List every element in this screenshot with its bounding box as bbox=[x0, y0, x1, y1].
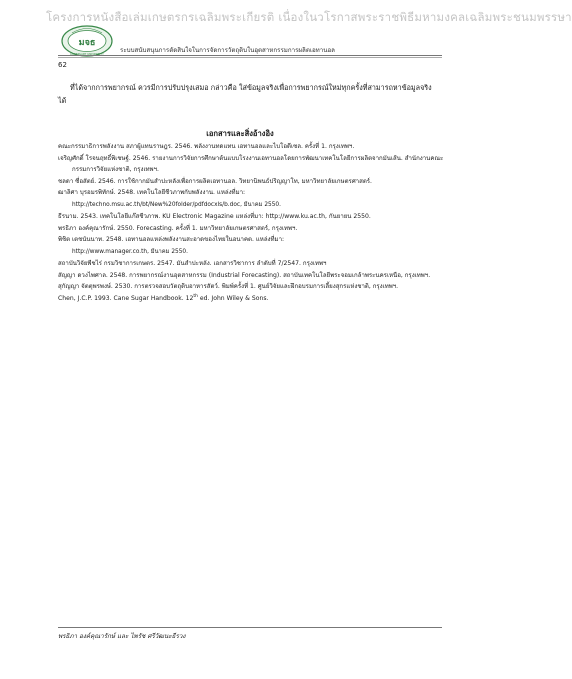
reference-item: เจริญศักดิ์ โรจนฤทธิ์พิเชษฐ์. 2546. รายงานการวิจัยการศึกษาต้นแบบโรงงานเอทานอลโดยการพัฒนาเทคโนโลยีการผลิตจากมันเส้น. สำนักงานคณะกรรมการวิจัยแห่งชาติ, กรุงเทพฯ. bbox=[58, 154, 444, 173]
logo-ring-text: KASETSART UNIVERSITY bbox=[70, 52, 104, 56]
reference-item bbox=[58, 234, 450, 258]
reference-item: สัญญา ดวงไพศาล. 2548. การพยากรณ์งานอุตสาหกรรม (Industrial Forecasting). สถาบันเทคโนโลยีพระจอมเกล้าพระนครเหนือ, กรุงเทพฯ. bbox=[58, 271, 431, 279]
header-divider-thin bbox=[58, 57, 442, 58]
reference-item bbox=[58, 187, 450, 211]
logo-text: มจธ bbox=[78, 38, 96, 48]
reference-item: พรธิภา องค์คุณารักษ์. 2550. Forecasting. ครั้งที่ 1. มหาวิทยาลัยเกษตรศาสตร์, กรุงเทพฯ. bbox=[58, 224, 298, 232]
reference-item: ธีรนาม. 2543. เทคโนโลยีแก๊สชีวภาพ. KU Electronic Magazine แหล่งที่มา: http://www.ku.ac.th, กันยายน 2550. bbox=[58, 213, 371, 220]
header-divider bbox=[58, 55, 442, 56]
reference-item: สุกัญญา จัตตุพรพงษ์. 2530. การตรวจสอบวัตถุดิบอาหารสัตว์. พิมพ์ครั้งที่ 1. ศูนย์วิจัยและฝึกอบรมการเลี้ยงสุกรแห่งชาติ, กรุงเทพฯ. bbox=[58, 283, 399, 290]
reference-url[interactable]: http://techno.msu.ac.th/bt/New%20folder/pdfdocxls/b.doc, มีนาคม 2550. bbox=[72, 201, 281, 208]
top-banner: โครงการหนังสือเล่มเกษตรกรเฉลิมพระเกียรติ เนื่องในวโรกาสพระราชพิธีมหามงคลเฉลิมพระชนมพรรษา bbox=[46, 10, 572, 24]
intro-paragraph: ที่ได้จากการพยากรณ์ ควรมีการปรับปรุงเสมอ กล่าวคือ ใส่ข้อมูลจริงเพื่อการพยากรณ์ใหม่ทุกครั้งที่สามารถหาข้อมูลจริงได้ bbox=[58, 83, 432, 105]
edition-superscript: th bbox=[193, 293, 198, 299]
publisher-logo bbox=[60, 24, 114, 58]
footer-authors: พรธิภา องค์คุณารักษ์ และ ไพรัช ศรีวัฒนะธีรวง bbox=[58, 633, 186, 640]
reference-item: คณะกรรมาธิการพลังงาน สภาผู้แทนราษฎร. 2546. พลังงานทดแทน เอทานอลและไบโอดีเซล. ครั้งที่ 1. กรุงเทพฯ. bbox=[58, 143, 355, 150]
reference-item bbox=[58, 293, 450, 305]
reference-item: ชลดา ซื่อสัตย์. 2546. การใช้กากมันสำปะหลังเพื่อการผลิตเอทานอล. วิทยานิพนธ์ปริญญาโท, มหาวิทยาลัยเกษตรศาสตร์. bbox=[58, 177, 372, 185]
section-heading: เอกสารและสิ่งอ้างอิง bbox=[206, 129, 274, 138]
running-header-title: ระบบสนับสนุนการตัดสินใจในการจัดการวัตถุดิบในอุตสาหกรรมการผลิตเอทานอล bbox=[120, 47, 335, 54]
reference-item: สถาบันวิจัยพืชไร่ กรมวิชาการเกษตร. 2547. มันสำปะหลัง. เอกสารวิชาการ ลำดับที่ 7/2547. กรุงเทพฯ bbox=[58, 260, 327, 267]
reference-list bbox=[58, 141, 450, 304]
page-number: 62 bbox=[58, 61, 67, 69]
reference-text-tail: ed. John Wiley & Sons. bbox=[197, 294, 269, 302]
footer-divider bbox=[58, 627, 442, 628]
reference-text: Chen, J.C.P. 1993. Cane Sugar Handbook. 12 bbox=[58, 294, 194, 302]
reference-text: ฒาลิศา บุรอมรพิทักษ์. 2548. เทคโนโลยีชีวภาพกับพลังงาน. แหล่งที่มา: bbox=[58, 189, 246, 196]
reference-url[interactable]: http://www.manager.co.th, มีนาคม 2550. bbox=[72, 248, 188, 255]
reference-text: พิชิต เตชนันนาท. 2548. เอทานอลแหล่งพลังงานสะอาดของไทยในอนาคต. แหล่งที่มา: bbox=[58, 236, 285, 243]
